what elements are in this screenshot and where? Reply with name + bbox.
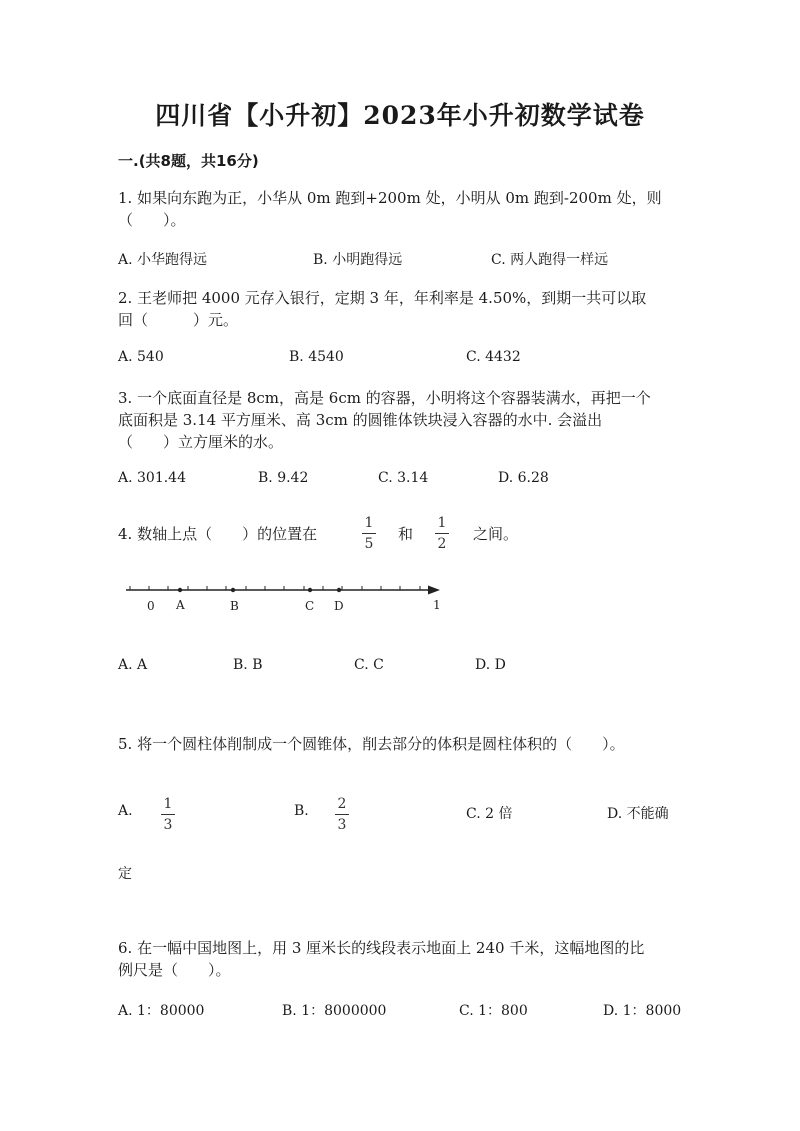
section-heading: 一.(共8题，共16分): [118, 152, 259, 170]
q2-option-c[interactable]: C. 4432: [466, 349, 521, 365]
q6-option-c[interactable]: C. 1：800: [459, 1003, 528, 1019]
q6-text-line1: 6. 在一幅中国地图上，用 3 厘米长的线段表示地面上 240 千米，这幅地图的比: [118, 939, 645, 957]
point-b-dot: [231, 588, 235, 592]
q3-text-line3: （ ）立方厘米的水。: [118, 433, 284, 451]
label-b: B: [230, 599, 239, 613]
q1-option-b[interactable]: B. 小明跑得远: [313, 252, 403, 268]
q3-text-line1: 3. 一个底面直径是 8cm，高是 6cm 的容器，小明将这个容器装满水，再把一个: [118, 389, 651, 407]
q6-option-a[interactable]: A. 1：80000: [118, 1003, 205, 1019]
q4-option-a[interactable]: A. A: [118, 657, 148, 673]
page-title: 四川省【小升初】2023年小升初数学试卷: [155, 101, 645, 130]
label-zero: 0: [147, 599, 155, 613]
q4-text-and: 和: [398, 525, 414, 543]
number-line-arrow: [428, 586, 440, 595]
fraction-bar: [435, 533, 449, 534]
q5-fracA-numerator: 1: [163, 796, 173, 812]
q4-option-d[interactable]: D. D: [475, 657, 506, 673]
q2-text-line2: 回（ ）元。: [118, 311, 239, 329]
q3-text-line2: 底面积是 3.14 平方厘米、高 3cm 的圆锥体铁块浸入容器的水中. 会溢出: [118, 411, 603, 429]
q4-option-c[interactable]: C. C: [354, 657, 384, 673]
q6-option-b[interactable]: B. 1：8000000: [282, 1003, 387, 1019]
q1-option-c[interactable]: C. 两人跑得一样远: [491, 252, 609, 268]
q5-fraction-one-third: [158, 796, 178, 833]
q5-text: 5. 将一个圆柱体削制成一个圆锥体，削去部分的体积是圆柱体积的（ ）。: [118, 735, 625, 753]
q3-option-c[interactable]: C. 3.14: [378, 470, 429, 486]
q2-option-a[interactable]: A. 540: [118, 349, 164, 365]
label-c: C: [305, 599, 315, 613]
q5-fracA-denominator: 3: [163, 817, 173, 833]
point-c-dot: [308, 588, 312, 592]
q6-text-line2: 例尺是（ ）。: [118, 961, 231, 979]
q4-fraction-one-half: [432, 515, 452, 552]
fraction-bar: [161, 814, 175, 815]
q4-text-prefix: 4. 数轴上点（ ）的位置在: [118, 525, 318, 543]
q3-option-b[interactable]: B. 9.42: [258, 470, 309, 486]
q5-fracB-numerator: 2: [337, 796, 347, 812]
fraction-bar: [362, 533, 376, 534]
point-a-dot: [178, 588, 182, 592]
q1-option-a[interactable]: A. 小华跑得远: [118, 252, 208, 268]
q4-frac1-numerator: 1: [364, 515, 374, 531]
label-one: 1: [433, 598, 441, 612]
q4-frac2-denominator: 2: [437, 536, 447, 552]
q5-option-c[interactable]: C. 2 倍: [466, 806, 513, 822]
q4-frac1-denominator: 5: [364, 536, 374, 552]
label-a: A: [176, 598, 185, 612]
q2-option-b[interactable]: B. 4540: [289, 349, 344, 365]
q4-text-suffix: 之间。: [473, 525, 519, 543]
q5-fracB-denominator: 3: [337, 817, 347, 833]
q5-option-a[interactable]: A.: [118, 803, 133, 819]
q5-option-d-continued: 定: [118, 866, 132, 882]
q4-fraction-one-fifth: [359, 515, 379, 552]
q6-option-d[interactable]: D. 1：8000: [603, 1003, 682, 1019]
fraction-bar: [335, 814, 349, 815]
q5-option-d[interactable]: D. 不能确: [607, 806, 669, 822]
q5-option-b[interactable]: B.: [294, 803, 309, 819]
q1-text-line1: 1. 如果向东跑为正，小华从 0m 跑到+200m 处，小明从 0m 跑到-200m 处，则: [118, 189, 662, 207]
point-d-dot: [337, 588, 341, 592]
q4-option-b[interactable]: B. B: [233, 657, 263, 673]
q4-frac2-numerator: 1: [437, 515, 447, 531]
q1-text-line2: （ ）。: [118, 211, 186, 229]
q2-text-line1: 2. 王老师把 4000 元存入银行，定期 3 年，年利率是 4.50%，到期一共可以取: [118, 289, 647, 307]
number-line: [118, 578, 458, 618]
q5-fraction-two-thirds: [332, 796, 352, 833]
label-d: D: [334, 599, 344, 613]
q3-option-a[interactable]: A. 301.44: [118, 470, 186, 486]
q3-option-d[interactable]: D. 6.28: [498, 470, 549, 486]
